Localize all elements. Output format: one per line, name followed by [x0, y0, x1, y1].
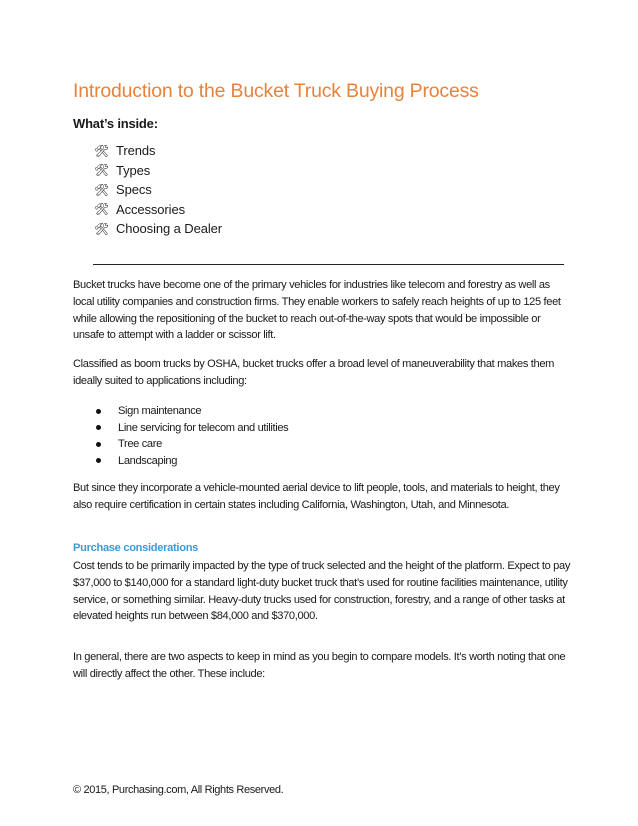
- contents-list: [94, 141, 222, 239]
- list-item: [94, 219, 222, 239]
- contents-item-label: Specs: [116, 182, 152, 198]
- list-item: [94, 141, 222, 161]
- list-item: [94, 180, 222, 200]
- application-label: Sign maintenance: [118, 405, 202, 418]
- list-item: [96, 453, 288, 470]
- intro-paragraph: Bucket trucks have become one of the primary vehicles for industries like telecom and forestry as well as local utility companies and construction firms. They enable workers to safely reach heights of up to 125 feet while allowing the repositioning of the bucket to reach out-of-the-way spots that would be impossible or unsafe to attempt with a ladder or scissor lift.: [73, 279, 561, 342]
- contents-item-label: Trends: [116, 143, 156, 159]
- purchase-considerations-heading: Purchase considerations: [73, 542, 199, 554]
- section-divider: [93, 264, 564, 265]
- list-item: [94, 200, 222, 220]
- hammer-wrench-icon: 🛠: [94, 221, 110, 236]
- list-item: [96, 420, 288, 437]
- certification-paragraph: But since they incorporate a vehicle-mounted aerial device to lift people, tools, and materials to height, they also require certification in certain states including California, Washington, Utah, and Minnesota.: [73, 482, 560, 511]
- bullet-icon: [96, 442, 101, 447]
- hammer-wrench-icon: 🛠: [94, 182, 110, 197]
- application-label: Tree care: [118, 438, 162, 451]
- copyright-footer: © 2015, Purchasing.com, All Rights Reserved.: [73, 784, 284, 796]
- applications-list: [96, 403, 288, 469]
- contents-item-label: Accessories: [116, 201, 185, 217]
- list-item: [96, 403, 288, 420]
- classification-paragraph: Classified as boom trucks by OSHA, bucket trucks offer a broad level of maneuverability that makes them ideally suited to applications including:: [73, 358, 555, 387]
- aspects-paragraph: In general, there are two aspects to keep in mind as you begin to compare models. It’s worth noting that one will directly affect the other. These include:: [73, 651, 566, 680]
- bullet-icon: [96, 425, 101, 430]
- contents-item-label: Types: [116, 162, 151, 178]
- list-item: [94, 161, 222, 181]
- list-item: [96, 436, 288, 453]
- cost-paragraph: Cost tends to be primarily impacted by the type of truck selected and the height of the platform. Expect to pay $37,000 to $140,000 for a standard light-duty bucket truck that’s used for routine facilities maintenance, utility service, or something similar. Heavy-duty trucks used for construction, forestry, and a range of other tasks at elevated heights run between $84,000 and $370,000.: [73, 560, 571, 623]
- hammer-wrench-icon: 🛠: [94, 202, 110, 217]
- bullet-icon: [96, 458, 101, 463]
- application-label: Landscaping: [118, 454, 178, 467]
- application-label: Line servicing for telecom and utilities: [118, 421, 289, 434]
- hammer-wrench-icon: 🛠: [94, 143, 110, 158]
- page-title: Introduction to the Bucket Truck Buying Process: [73, 80, 479, 102]
- bullet-icon: [96, 409, 101, 414]
- hammer-wrench-icon: 🛠: [94, 163, 110, 178]
- contents-item-label: Choosing a Dealer: [116, 221, 222, 237]
- whats-inside-heading: What’s inside:: [73, 116, 158, 131]
